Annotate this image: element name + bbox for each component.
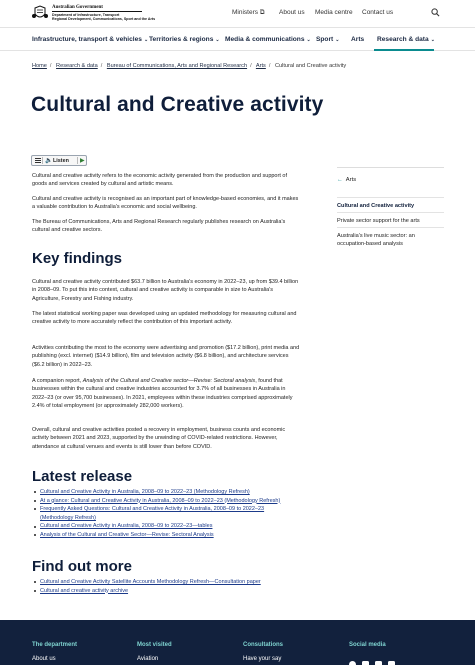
- nav-arts[interactable]: Arts: [351, 36, 365, 43]
- list-item: [32, 505, 294, 522]
- chevron-down-icon: ⌄: [143, 37, 149, 43]
- chevron-down-icon: ⌄: [215, 37, 220, 43]
- release-link[interactable]: Frequently Asked Questions: Cultural and Creative Activity in Australia, 2008–09 to 2022–23 (Methodology Refresh): [40, 506, 265, 521]
- linkedin-icon[interactable]: [375, 661, 382, 665]
- nav-territories[interactable]: Territories & regions ⌄: [149, 36, 220, 43]
- footer-heading-consultations: Consultations: [243, 642, 283, 648]
- nav-sport[interactable]: Sport ⌄: [316, 36, 340, 43]
- social-links: [349, 655, 401, 665]
- logo-title: Australian Government: [52, 5, 103, 10]
- intro-paragraph: Cultural and creative activity is recognised as an important part of knowledge-based economies, and it makes a valuable contribution to Australia's economic and social wellbeing.: [32, 196, 299, 211]
- intro-paragraph: The Bureau of Communications, Arts and Regional Research regularly publishes research on Australia's cultural and creative sectors.: [32, 219, 286, 234]
- utility-link-media[interactable]: Media centre: [315, 9, 353, 16]
- youtube-icon[interactable]: [388, 661, 395, 665]
- breadcrumb-home[interactable]: Home: [32, 63, 47, 69]
- nav-research[interactable]: Research & data ⌄: [377, 36, 435, 43]
- coat-of-arms-icon: [31, 4, 49, 22]
- release-link[interactable]: At a glance: Cultural and Creative Activity in Australia, 2008–09 to 2022–23 (Methodology Refresh): [40, 497, 281, 504]
- list-item: [32, 488, 294, 497]
- page-title: Cultural and Creative activity: [31, 93, 324, 116]
- sidebar-back-link[interactable]: ← Arts: [337, 177, 357, 183]
- logo-portfolio: Regional Development, Communications, Sport and the Arts: [52, 17, 156, 21]
- footer-link-have-your-say[interactable]: Have your say: [243, 656, 282, 662]
- companion-report-title: Analysis of the Cultural and Creative sector—Revise: Sectoral analysis: [82, 378, 256, 384]
- footer-heading-most-visited: Most visited: [137, 642, 172, 648]
- footer-link-aviation[interactable]: Aviation: [137, 656, 159, 662]
- menu-icon[interactable]: [33, 157, 43, 164]
- section-sidebar: [337, 167, 444, 247]
- latest-release-heading: Latest release: [32, 468, 133, 485]
- main-navigation: [0, 27, 475, 51]
- finding-paragraph: Overall, cultural and creative activities posted a recovery in employment, business counts and economic activity between 2021 and 2023, supported by the unwinding of COVID-related restrictions. However, attendance at cultural venues and events is still lower than before COVID.: [32, 427, 286, 450]
- utility-link-ministers[interactable]: Ministers ⧉: [232, 9, 265, 16]
- speaker-icon: 🔈: [45, 158, 53, 164]
- sidebar-item-private-sector[interactable]: Private sector support for the arts: [337, 212, 444, 225]
- external-link-icon: ⧉: [259, 9, 265, 16]
- nav-infrastructure[interactable]: Infrastructure, transport & vehicles ⌄: [32, 36, 149, 43]
- top-header: [0, 0, 475, 27]
- listen-widget[interactable]: [31, 155, 87, 166]
- release-link[interactable]: Cultural and Creative Activity in Australia, 2008–09 to 2022–23 (Methodology Refresh): [40, 489, 250, 495]
- breadcrumb: Home / Research & data / Bureau of Communications, Arts and Regional Research / Arts / Cultural and Creative activity: [32, 63, 347, 69]
- finding-paragraph: Activities contributing the most to the economy were advertising and promotion ($17.2 billion), print media and publishing (excl. internet) ($14.9 billion), film and television activity ($6.8 billion), and architecture services ($6.2 billion) in 2022–23.: [32, 345, 300, 368]
- breadcrumb-current: Cultural and Creative activity: [274, 63, 347, 69]
- key-findings-heading: Key findings: [32, 250, 123, 267]
- footer-link-about[interactable]: About us: [32, 656, 56, 662]
- chevron-down-icon: ⌄: [306, 37, 311, 43]
- search-icon[interactable]: [431, 8, 440, 17]
- utility-link-about[interactable]: About us: [279, 9, 305, 16]
- chevron-down-icon: ⌄: [335, 37, 340, 43]
- resource-link[interactable]: Cultural and Creative Activity Satellite Accounts Methodology Refresh—Consultation paper: [40, 579, 261, 585]
- facebook-icon[interactable]: [349, 661, 356, 665]
- sidebar-item-cultural-creative[interactable]: Cultural and Creative activity: [337, 197, 444, 210]
- breadcrumb-research[interactable]: Research & data: [56, 63, 98, 69]
- play-icon[interactable]: ▶: [77, 157, 86, 164]
- site-footer: [0, 620, 475, 665]
- sidebar-item-live-music[interactable]: Australia's live music sector: an occupation-based analysis: [337, 227, 444, 248]
- footer-heading-department: The department: [32, 642, 78, 648]
- government-logo[interactable]: [31, 4, 156, 23]
- chevron-down-icon: ⌄: [430, 37, 435, 43]
- finding-paragraph: The latest statistical working paper was developed using an updated methodology for measuring cultural and creative activity to more accurately reflect the contribution of this important activity.: [32, 311, 297, 326]
- breadcrumb-bureau[interactable]: Bureau of Communications, Arts and Regional Research: [106, 63, 248, 69]
- active-nav-indicator: [374, 49, 434, 51]
- resource-link[interactable]: Cultural and creative activity archive: [40, 587, 129, 594]
- finding-paragraph: A companion report, Analysis of the Cultural and Creative sector—Revise: Sectoral analysis, found that businesses within the cultural and creative industries accounted for 3.7% of all businesses in Australia in 2022–23 (or over 95,700 businesses). In 2021, employees within these industries comprised approximately 2.4% of total employment (or approximately 282,000 workers).: [32, 378, 293, 410]
- listen-label: Listen: [53, 157, 69, 164]
- utility-link-contact[interactable]: Contact us: [362, 9, 394, 16]
- list-item: [32, 522, 294, 531]
- nav-media[interactable]: Media & communications ⌄: [225, 36, 311, 43]
- arrow-left-icon: ←: [337, 177, 343, 183]
- list-item: [32, 578, 294, 587]
- find-out-more-list: [32, 578, 294, 595]
- finding-paragraph: Cultural and creative activity contributed $63.7 billion to Australia's economy in 2022–23, up from $39.4 billion in 2008–09. To put this into context, cultural and creative activity is comparable in size to Australia's Agriculture, Forestry and Fishing industry.: [32, 279, 299, 302]
- latest-release-list: [32, 488, 294, 540]
- find-out-more-heading: Find out more: [32, 558, 132, 575]
- release-link[interactable]: Cultural and Creative Activity in Australia, 2008–09 to 2022–23—tables: [40, 523, 213, 530]
- logo-dept: Department of Infrastructure, Transport: [52, 13, 120, 17]
- list-item: [32, 587, 294, 596]
- list-item: [32, 497, 294, 506]
- release-link[interactable]: Analysis of the Cultural and Creative Sector—Revise: Sectoral Analysis: [40, 531, 214, 538]
- intro-paragraph: Cultural and creative activity refers to the economic activity generated from the production and support of goods and services created by cultural and artistic means.: [32, 173, 287, 188]
- breadcrumb-arts[interactable]: Arts: [255, 63, 266, 69]
- footer-heading-social: Social media: [349, 642, 386, 648]
- instagram-icon[interactable]: [362, 661, 369, 665]
- list-item: [32, 531, 294, 540]
